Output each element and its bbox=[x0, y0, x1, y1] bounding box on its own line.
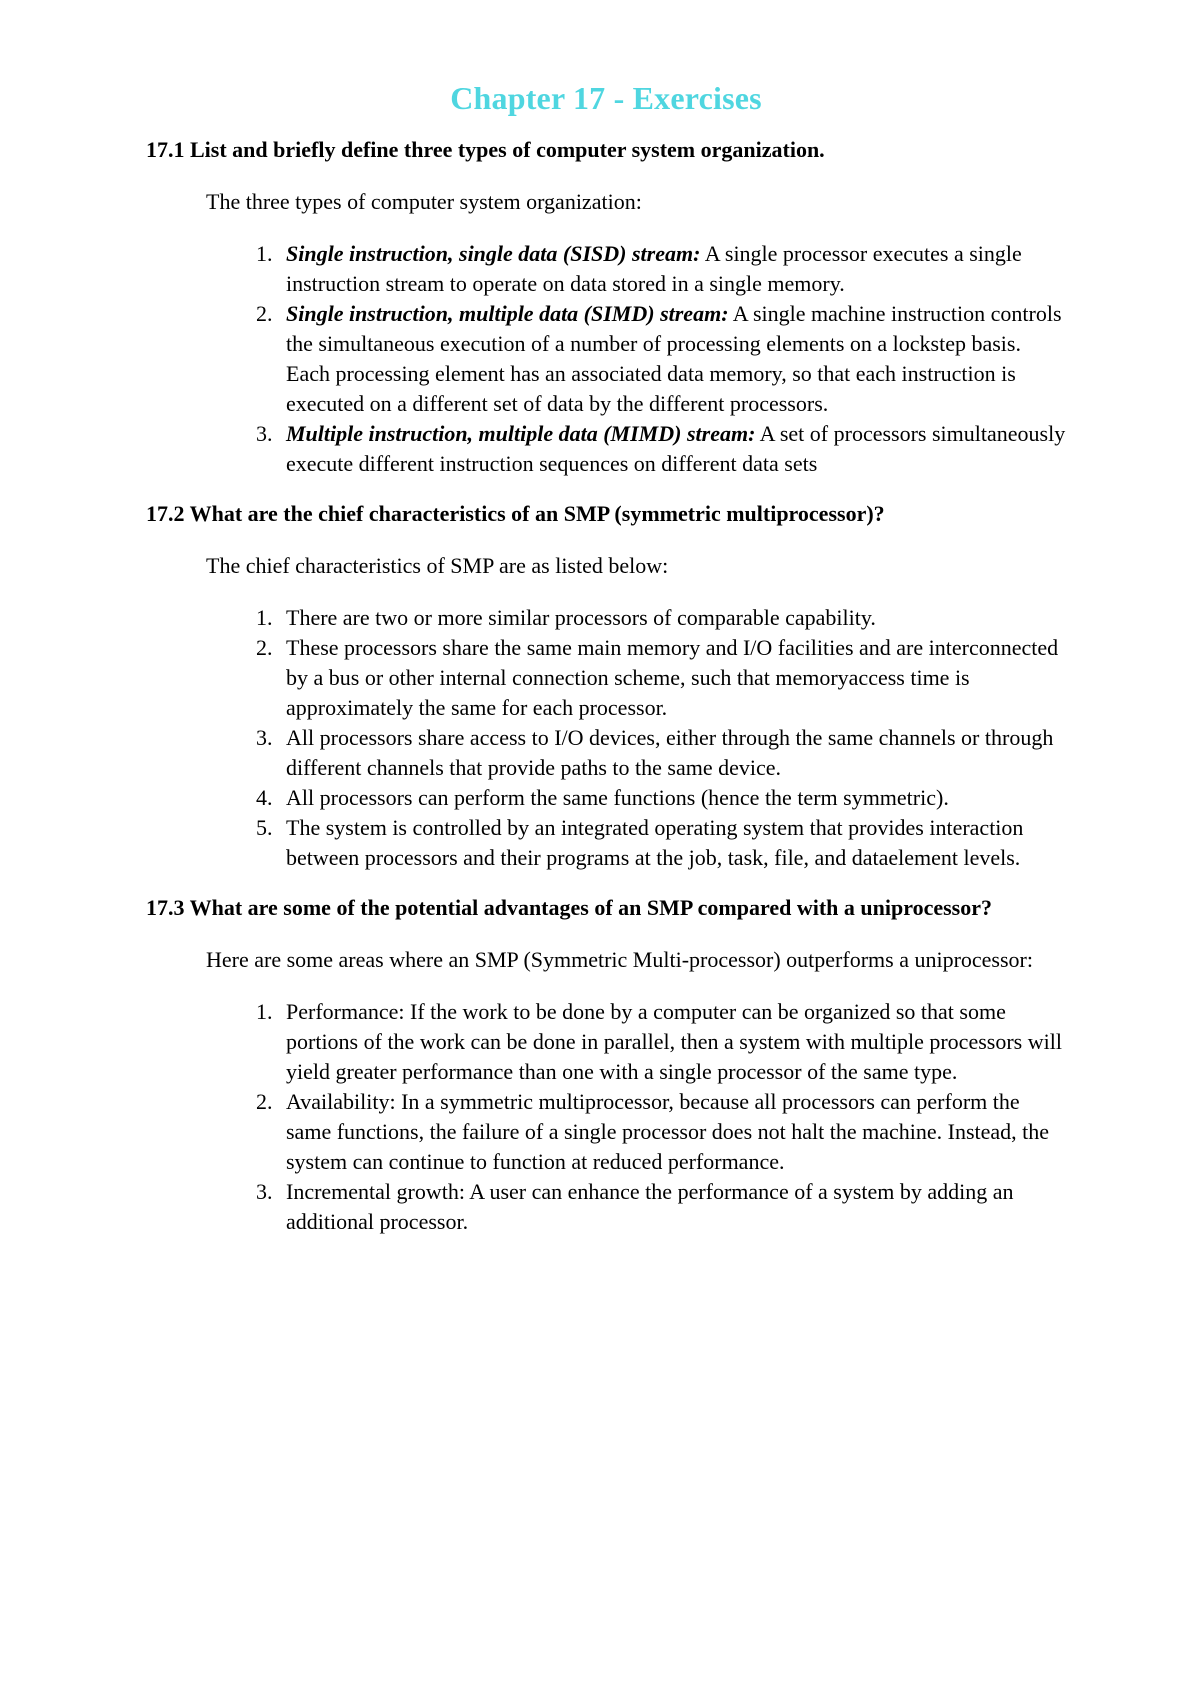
exercise-17-1 bbox=[146, 135, 1066, 479]
answer-list bbox=[146, 603, 1066, 873]
list-item bbox=[278, 419, 1066, 479]
question-heading: 17.2 What are the chief characteristics of an SMP (symmetric multiprocessor)? bbox=[146, 501, 885, 526]
list-item-term: Multiple instruction, multiple data (MIMD) stream: bbox=[286, 421, 756, 446]
list-item bbox=[278, 239, 1066, 299]
answer-intro: Here are some areas where an SMP (Symmetric Multi-processor) outperforms a uniprocessor: bbox=[206, 947, 1033, 972]
list-item: 1. There are two or more similar processors of comparable capability. bbox=[278, 603, 1066, 633]
list-item: 5. The system is controlled by an integrated operating system that provides interaction between processors and their programs at the job, task, file, and dataelement levels. bbox=[278, 813, 1066, 873]
list-item: 3. All processors share access to I/O devices, either through the same channels or through different channels that provide paths to the same device. bbox=[278, 723, 1066, 783]
list-item-text: A set of processors simultaneously execute different instruction sequences on different data sets bbox=[286, 421, 1066, 476]
list-item: 2. Availability: In a symmetric multiprocessor, because all processors can perform the same functions, the failure of a single processor does not halt the machine. Instead, the system can continue to function at reduced performance. bbox=[278, 1087, 1066, 1177]
answer-intro: The three types of computer system organization: bbox=[206, 189, 642, 214]
answer-list bbox=[146, 997, 1066, 1237]
list-item: 2. These processors share the same main memory and I/O facilities and are interconnected by a bus or other internal connection scheme, such that memoryaccess time is approximately the same for each processor. bbox=[278, 633, 1066, 723]
list-item: 4. All processors can perform the same functions (hence the term symmetric). bbox=[278, 783, 1066, 813]
list-item: 1. Performance: If the work to be done by a computer can be organized so that some portions of the work can be done in parallel, then a system with multiple processors will yield greater performance than one with a single processor of the same type. bbox=[278, 997, 1066, 1087]
list-item bbox=[278, 299, 1066, 419]
list-item-term: Single instruction, single data (SISD) stream: bbox=[286, 241, 701, 266]
question-heading: 17.3 What are some of the potential advantages of an SMP compared with a uniprocessor? bbox=[146, 895, 992, 920]
list-item-text: A single processor executes a single instruction stream to operate on data stored in a single memory. bbox=[286, 241, 1022, 296]
list-item: 3. Incremental growth: A user can enhance the performance of a system by adding an additional processor. bbox=[278, 1177, 1066, 1237]
page-title: Chapter 17 - Exercises bbox=[450, 80, 762, 116]
answer-intro: The chief characteristics of SMP are as listed below: bbox=[206, 553, 669, 578]
exercise-17-3 bbox=[146, 893, 1066, 1237]
list-item-term: Single instruction, multiple data (SIMD) stream: bbox=[286, 301, 729, 326]
list-item-text: A single machine instruction controls the simultaneous execution of a number of processing elements on a lockstep basis. Each processing element has an associated data memory, so that each instruction is executed on a different set of data by the different processors. bbox=[286, 301, 1062, 416]
document-page bbox=[146, 80, 1066, 1257]
answer-list bbox=[146, 239, 1066, 479]
question-heading: 17.1 List and briefly define three types of computer system organization. bbox=[146, 137, 825, 162]
exercise-17-2 bbox=[146, 499, 1066, 873]
